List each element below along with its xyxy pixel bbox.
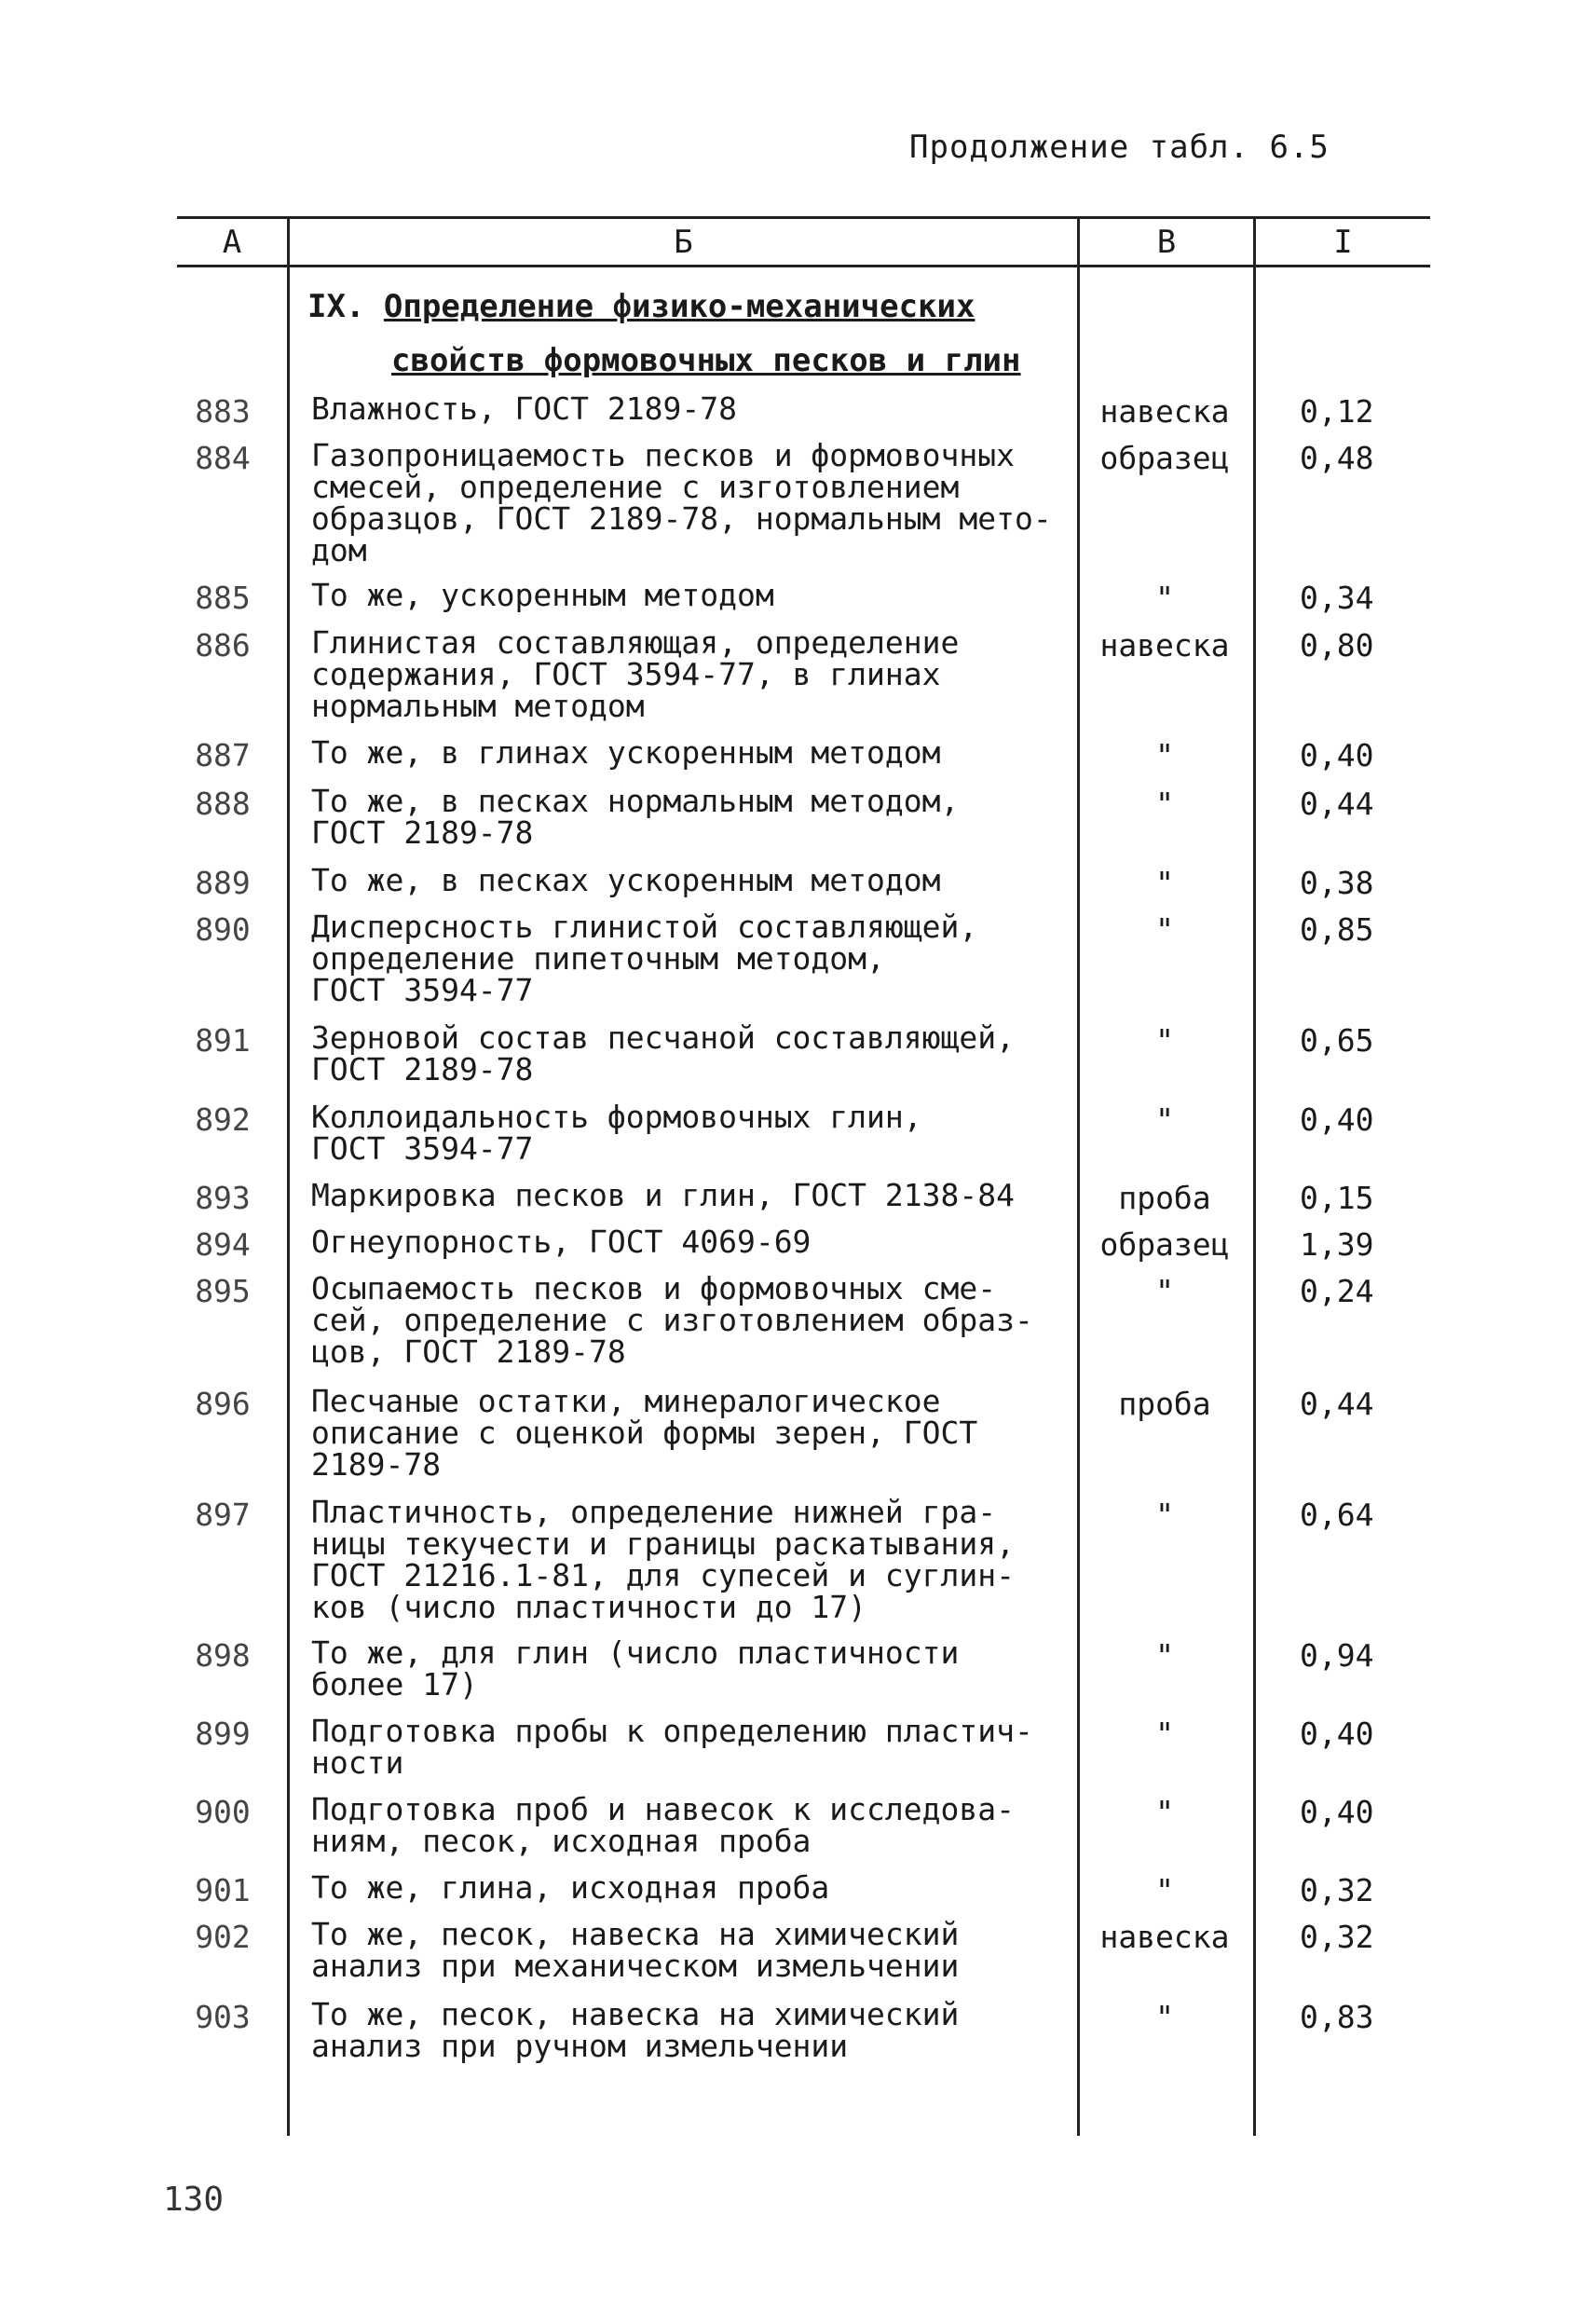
row-unit: проба xyxy=(1118,1180,1211,1216)
row-number: 895 xyxy=(195,1273,251,1309)
page-number: 130 xyxy=(163,2181,225,2219)
row-norm: 1,39 xyxy=(1300,1226,1374,1263)
row-description: Маркировка песков и глин, ГОСТ 2138-84 xyxy=(311,1177,1015,1213)
section-title-line2: свойств формовочных песков и глин xyxy=(391,342,1021,379)
row-description: Влажность, ГОСТ 2189-78 xyxy=(311,390,737,427)
row-norm: 0,40 xyxy=(1300,1794,1374,1830)
row-unit: " xyxy=(1155,580,1174,616)
row-norm: 0,64 xyxy=(1300,1497,1374,1533)
row-norm: 0,34 xyxy=(1300,580,1374,616)
row-number: 899 xyxy=(195,1716,251,1752)
row-description: То же, для глин (число пластичности более 17) xyxy=(311,1634,960,1702)
row-norm: 0,38 xyxy=(1300,865,1374,901)
row-norm: 0,32 xyxy=(1300,1919,1374,1955)
column-header-i: I xyxy=(1333,224,1353,261)
row-description: Зерновой состав песчаной составляющей, ГОСТ 2189-78 xyxy=(311,1019,1015,1087)
row-number: 897 xyxy=(195,1497,251,1533)
row-unit: " xyxy=(1155,1794,1174,1830)
row-unit: " xyxy=(1155,1716,1174,1752)
row-unit: " xyxy=(1155,911,1174,948)
row-norm: 0,40 xyxy=(1300,1716,1374,1752)
row-unit: " xyxy=(1155,1497,1174,1533)
row-unit: " xyxy=(1155,786,1174,822)
row-unit: навеска xyxy=(1099,627,1230,663)
row-number: 898 xyxy=(195,1637,251,1674)
row-unit: " xyxy=(1155,1637,1174,1674)
row-unit: " xyxy=(1155,1101,1174,1138)
row-unit: образец xyxy=(1099,440,1230,476)
row-number: 890 xyxy=(195,911,251,948)
table-header-rule xyxy=(177,265,1430,267)
row-number: 891 xyxy=(195,1022,251,1059)
row-norm: 0,44 xyxy=(1300,786,1374,822)
row-number: 901 xyxy=(195,1872,251,1908)
row-description: Подготовка проб и навесок к исследова- ниям, песок, исходная проба xyxy=(311,1791,1015,1859)
row-number: 884 xyxy=(195,440,251,476)
row-number: 883 xyxy=(195,393,251,430)
column-divider-a-b xyxy=(287,216,290,2136)
column-header-a: А xyxy=(222,224,242,261)
row-description: То же, ускоренным методом xyxy=(311,577,774,613)
row-number: 900 xyxy=(195,1794,251,1830)
row-norm: 0,94 xyxy=(1300,1637,1374,1674)
row-number: 886 xyxy=(195,627,251,663)
column-divider-v-i xyxy=(1253,216,1256,2136)
row-unit: " xyxy=(1155,1022,1174,1059)
row-description: То же, глина, исходная проба xyxy=(311,1869,830,1906)
row-description: То же, песок, навеска на химический анализ при механическом измельчении xyxy=(311,1916,960,1984)
row-unit: " xyxy=(1155,737,1174,773)
row-norm: 0,12 xyxy=(1300,393,1374,430)
row-norm: 0,80 xyxy=(1300,627,1374,663)
column-header-v: В xyxy=(1156,224,1177,261)
row-norm: 0,40 xyxy=(1300,1101,1374,1138)
row-description: Песчаные остатки, минералогическое описание с оценкой формы зерен, ГОСТ 2189-78 xyxy=(311,1383,978,1483)
row-description: То же, песок, навеска на химический анализ при ручном измельчении xyxy=(311,1996,960,2064)
row-number: 892 xyxy=(195,1101,251,1138)
row-number: 888 xyxy=(195,786,251,822)
row-norm: 0,48 xyxy=(1300,440,1374,476)
row-unit: " xyxy=(1155,1999,1174,2035)
row-unit: образец xyxy=(1099,1226,1230,1263)
row-norm: 0,83 xyxy=(1300,1999,1374,2035)
table-top-rule xyxy=(177,216,1430,219)
row-description: Коллоидальность формовочных глин, ГОСТ 3594-77 xyxy=(311,1099,922,1167)
section-title-line1: Определение физико-механических xyxy=(383,288,975,325)
column-header-b: Б xyxy=(674,224,693,261)
row-description: То же, в песках ускоренным методом xyxy=(311,862,941,898)
row-norm: 0,32 xyxy=(1300,1872,1374,1908)
row-number: 902 xyxy=(195,1919,251,1955)
section-title xyxy=(307,280,1021,388)
row-unit: " xyxy=(1155,865,1174,901)
row-norm: 0,44 xyxy=(1300,1386,1374,1422)
row-norm: 0,15 xyxy=(1300,1180,1374,1216)
row-number: 893 xyxy=(195,1180,251,1216)
row-description: Дисперсность глинистой составляющей, определение пипеточным методом, ГОСТ 3594-77 xyxy=(311,909,978,1008)
row-unit: проба xyxy=(1118,1386,1211,1422)
row-description: Газопроницаемость песков и формовочных смесей, определение с изготовлением образцов, ГОСТ 2189-78, нормальным мето- дом xyxy=(311,437,1052,568)
row-norm: 0,65 xyxy=(1300,1022,1374,1059)
row-number: 896 xyxy=(195,1386,251,1422)
row-description: Подготовка пробы к определению пластич- ности xyxy=(311,1713,1033,1781)
row-norm: 0,24 xyxy=(1300,1273,1374,1309)
row-number: 903 xyxy=(195,1999,251,2035)
row-number: 885 xyxy=(195,580,251,616)
row-number: 887 xyxy=(195,737,251,773)
row-number: 889 xyxy=(195,865,251,901)
row-norm: 0,40 xyxy=(1300,737,1374,773)
row-description: Глинистая составляющая, определение содержания, ГОСТ 3594-77, в глинах нормальным методом xyxy=(311,624,960,724)
row-unit: навеска xyxy=(1099,1919,1230,1955)
row-description: То же, в глинах ускоренным методом xyxy=(311,734,941,771)
row-description: Огнеупорность, ГОСТ 4069-69 xyxy=(311,1224,812,1260)
row-number: 894 xyxy=(195,1226,251,1263)
row-unit: навеска xyxy=(1099,393,1230,430)
row-norm: 0,85 xyxy=(1300,911,1374,948)
table-caption: Продолжение табл. 6.5 xyxy=(909,129,1330,166)
row-description: Осыпаемость песков и формовочных сме- сей, определение с изготовлением образ- цов, ГОСТ 2189-78 xyxy=(311,1270,1033,1370)
section-numeral: IX. xyxy=(307,288,365,325)
row-description: То же, в песках нормальным методом, ГОСТ 2189-78 xyxy=(311,783,960,851)
row-unit: " xyxy=(1155,1872,1174,1908)
row-unit: " xyxy=(1155,1273,1174,1309)
row-description: Пластичность, определение нижней гра- ницы текучести и границы раскатывания, ГОСТ 21216.1-81, для супесей и суглин- ков (число пластичности до 17) xyxy=(311,1494,1015,1625)
column-divider-b-v xyxy=(1077,216,1080,2136)
